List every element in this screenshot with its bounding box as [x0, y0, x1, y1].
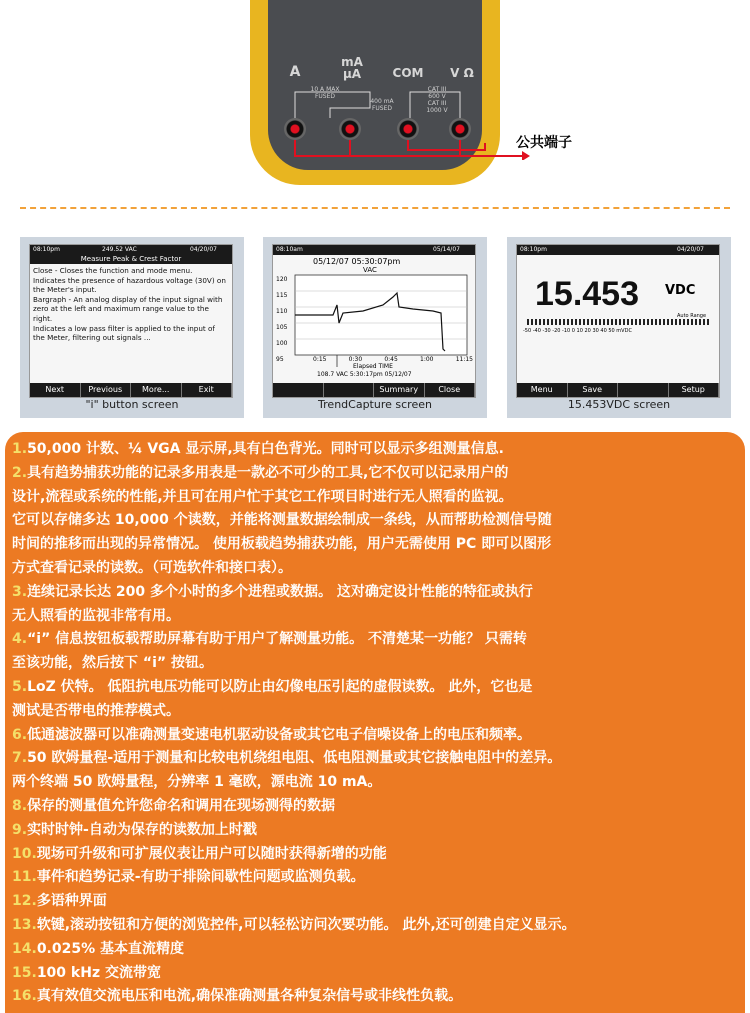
bargraph — [527, 319, 711, 325]
feature-line — [12, 676, 532, 698]
y-tick: 120 — [276, 276, 288, 283]
status-date: 04/20/07 — [190, 246, 217, 253]
label-10a-fused: 10 A MAX FUSED — [310, 86, 340, 100]
softkey-next[interactable]: Next — [30, 383, 81, 397]
vdc-screen — [516, 244, 720, 398]
jack-ma-ua — [339, 118, 361, 140]
feature-line — [12, 819, 257, 841]
jack-label-com: COM — [392, 66, 424, 80]
bargraph-scale: -50 -40 -30 -20 -10 0 10 20 30 40 50 mVDC — [523, 328, 632, 334]
feature-text: 连续记录长达 200 多个小时的多个进程或数据。 这对确定设计性能的特征或执行 — [27, 583, 533, 600]
feature-text: 低通滤波器可以准确测量变速电机驱动设备或其它电子信噪设备上的电压和频率。 — [27, 726, 532, 743]
jack-a — [284, 118, 306, 140]
feature-line — [12, 486, 513, 508]
y-tick: 110 — [276, 308, 288, 315]
info-line-close: Close - Closes the function and mode menu. — [33, 266, 193, 275]
feature-text: 50,000 计数、¼ VGA 显示屏,具有白色背光。同时可以显示多组测量信息. — [27, 441, 504, 457]
status-date: 05/14/07 — [433, 246, 460, 253]
softkey-previous[interactable]: Previous — [81, 383, 132, 397]
feature-text: 测试是否带电的推荐模式。 — [12, 702, 180, 719]
trend-header: 05/12/07 05:30:07pm — [313, 257, 401, 266]
jack-com — [397, 118, 419, 140]
x-tick: 0:30 — [348, 356, 363, 363]
info-line-filter: Indicates a low pass filter is applied to the input of the Meter, filtering out signals ... — [33, 323, 215, 343]
feature-number: 7. — [12, 750, 28, 767]
softkey-blank-1[interactable] — [273, 383, 324, 397]
feature-text: 多语种界面 — [36, 893, 107, 910]
y-tick: 100 — [276, 340, 288, 347]
trend-x-ticks — [313, 356, 473, 363]
jack-wiring-lines — [250, 0, 500, 185]
jack-label-ma: mA µA — [341, 55, 363, 81]
feature-line — [12, 795, 335, 817]
jack-label-a: A — [289, 64, 301, 80]
feature-line — [12, 509, 552, 531]
trend-screen — [272, 244, 476, 398]
feature-text: 具有趋势捕获功能的记录多用表是一款必不可少的工具,它不仅可以记录用户的 — [27, 464, 509, 481]
feature-line — [12, 985, 462, 1007]
panel-caption: TrendCapture screen — [318, 398, 432, 411]
trend-xlabel: Elapsed TIME — [353, 363, 393, 370]
feature-text: 保存的测量值允许您命名和调用在现场测得的数据 — [27, 798, 336, 814]
jack-label-v: V Ω — [450, 66, 474, 80]
feature-number: 12. — [12, 893, 37, 910]
softkey-exit[interactable]: Exit — [182, 383, 233, 397]
status-bar — [30, 245, 232, 255]
info-help-text — [33, 266, 229, 343]
panel-caption: 15.453VDC screen — [567, 398, 671, 411]
status-bar — [517, 245, 719, 255]
feature-line — [12, 628, 527, 650]
feature-text: 0.025% 基本直流精度 — [36, 940, 184, 957]
feature-number: 10. — [12, 845, 37, 862]
feature-line — [12, 652, 213, 674]
main-reading: 15.453 — [535, 275, 639, 313]
softkey-more[interactable]: More... — [131, 383, 182, 397]
y-tick: 115 — [276, 292, 288, 299]
trend-footer: 108.7 VAC 5:30:17pm 05/12/07 — [317, 371, 412, 378]
x-tick: 0:15 — [313, 356, 327, 363]
label-400ma-fused: 400 mA FUSED — [370, 98, 394, 112]
feature-text: 时间的推移而出现的异常情况。 使用板载趋势捕获功能，用户无需使用 PC 即可以图形 — [12, 536, 552, 553]
feature-number: 8. — [12, 798, 28, 814]
feature-line — [12, 700, 180, 722]
panel-vdc-screen — [507, 237, 731, 418]
feature-number: 3. — [12, 583, 28, 600]
softkey-bar — [30, 383, 232, 397]
feature-line — [12, 747, 561, 769]
x-tick: 1:00 — [420, 356, 434, 363]
feature-number: 15. — [12, 964, 37, 981]
feature-number: 5. — [12, 679, 28, 695]
feature-text: 方式查看记录的读数。（可选软件和接口表）。 — [12, 560, 292, 576]
feature-text: 至该功能，然后按下 “i” 按钮。 — [12, 655, 213, 672]
panel-caption: "i" button screen — [85, 398, 179, 411]
range-label: Auto Range — [677, 313, 707, 319]
jack-v-ohm — [449, 118, 471, 140]
feature-list-panel — [5, 432, 745, 1013]
panel-trendcapture-screen — [263, 237, 487, 418]
softkey-close[interactable]: Close — [425, 383, 476, 397]
status-time: 08:10pm — [520, 246, 547, 253]
feature-text: 真有效值交流电压和电流,确保准确测量各种复杂信号或非线性负载。 — [36, 988, 463, 1005]
feature-text: 事件和趋势记录-有助于排除间歇性问题或监测负载。 — [36, 869, 365, 886]
feature-line — [12, 581, 533, 603]
feature-number: 11. — [12, 869, 37, 886]
feature-text: LoZ 伏特。 低阻抗电压功能可以防止由幻像电压引起的虚假读数。 此外，它也是 — [27, 679, 533, 695]
feature-line — [12, 462, 508, 484]
feature-number: 13. — [12, 917, 37, 933]
info-screen — [29, 244, 233, 398]
feature-text: 无人照看的监视非常有用。 — [12, 607, 180, 624]
meter-jack-panel — [250, 0, 500, 185]
common-terminal-callout: 公共端子 — [516, 135, 572, 151]
status-date: 04/20/07 — [677, 246, 704, 253]
feature-text: 100 kHz 交流带宽 — [36, 964, 161, 981]
feature-line — [12, 914, 576, 936]
feature-text: 50 欧姆量程-适用于测量和比较电机绕组电阻、低电阻测量或其它接触电阻中的差异。 — [27, 750, 562, 767]
feature-line — [12, 438, 504, 460]
feature-number: 6. — [12, 726, 28, 743]
trend-unit: VAC — [363, 266, 377, 274]
info-line-hazard: Indicates the presence of hazardous voltage (30V) on the Meter's input. — [33, 275, 226, 295]
y-tick: 95 — [276, 356, 284, 363]
feature-line — [12, 890, 107, 912]
feature-number: 2. — [12, 464, 28, 481]
reading-unit: VDC — [665, 283, 696, 298]
softkey-summary[interactable]: Summary — [374, 383, 425, 397]
feature-text: 它可以存储多达 10,000 个读数，并能将测量数据绘制成一条线，从而帮助检测信号随 — [12, 512, 552, 529]
feature-text: 两个终端 50 欧姆量程，分辨率 1 毫欧，源电流 10 mA。 — [12, 774, 382, 791]
softkey-menu[interactable]: Menu — [517, 383, 568, 397]
feature-line — [12, 724, 531, 746]
x-tick: 0:45 — [384, 356, 398, 363]
label-cat-rating: CAT III 600 V CAT III 1000 V — [426, 86, 448, 114]
feature-number: 9. — [12, 821, 28, 838]
softkey-blank[interactable] — [618, 383, 669, 397]
info-title: Measure Peak & Crest Factor — [30, 255, 232, 264]
feature-line — [12, 866, 365, 888]
feature-number: 14. — [12, 940, 37, 957]
feature-line — [12, 771, 381, 793]
softkey-save[interactable]: Save — [568, 383, 619, 397]
info-line-bargraph: Bargraph - An analog display of the input signal with zero at the left and maximum range value to the right. — [33, 294, 223, 323]
feature-line — [12, 962, 161, 984]
feature-text: 实时时钟-自动为保存的读数加上时戳 — [27, 821, 257, 838]
y-tick: 105 — [276, 324, 288, 331]
feature-text: 软键,滚动按钮和方便的浏览控件,可以轻松访问次要功能。 此外,还可创建自定义显示。 — [36, 917, 576, 933]
x-tick: 11:15 — [455, 356, 473, 363]
softkey-setup[interactable]: Setup — [669, 383, 720, 397]
feature-number: 1. — [12, 441, 28, 457]
feature-text: “i” 信息按钮板载帮助屏幕有助于用户了解测量功能。 不清楚某一功能？ 只需转 — [27, 631, 527, 648]
feature-text: 设计,流程或系统的性能,并且可在用户忙于其它工作项目时进行无人照看的监视。 — [12, 488, 513, 505]
feature-line — [12, 938, 184, 960]
status-time: 08:10pm — [33, 246, 60, 253]
feature-text: 现场可升级和可扩展仪表让用户可以随时获得新增的功能 — [36, 845, 387, 862]
section-divider — [20, 207, 730, 209]
trend-y-ticks — [276, 272, 287, 368]
feature-line — [12, 533, 551, 555]
status-value: 249.52 VAC — [102, 246, 137, 253]
feature-number: 16. — [12, 988, 37, 1005]
feature-line — [12, 843, 387, 865]
feature-line — [12, 605, 180, 627]
feature-line — [12, 557, 292, 579]
panel-i-button-screen — [20, 237, 244, 418]
feature-number: 4. — [12, 631, 28, 648]
status-time: 08:10am — [276, 246, 303, 253]
softkey-bar — [273, 383, 475, 397]
softkey-bar — [517, 383, 719, 397]
softkey-blank-2[interactable] — [324, 383, 375, 397]
